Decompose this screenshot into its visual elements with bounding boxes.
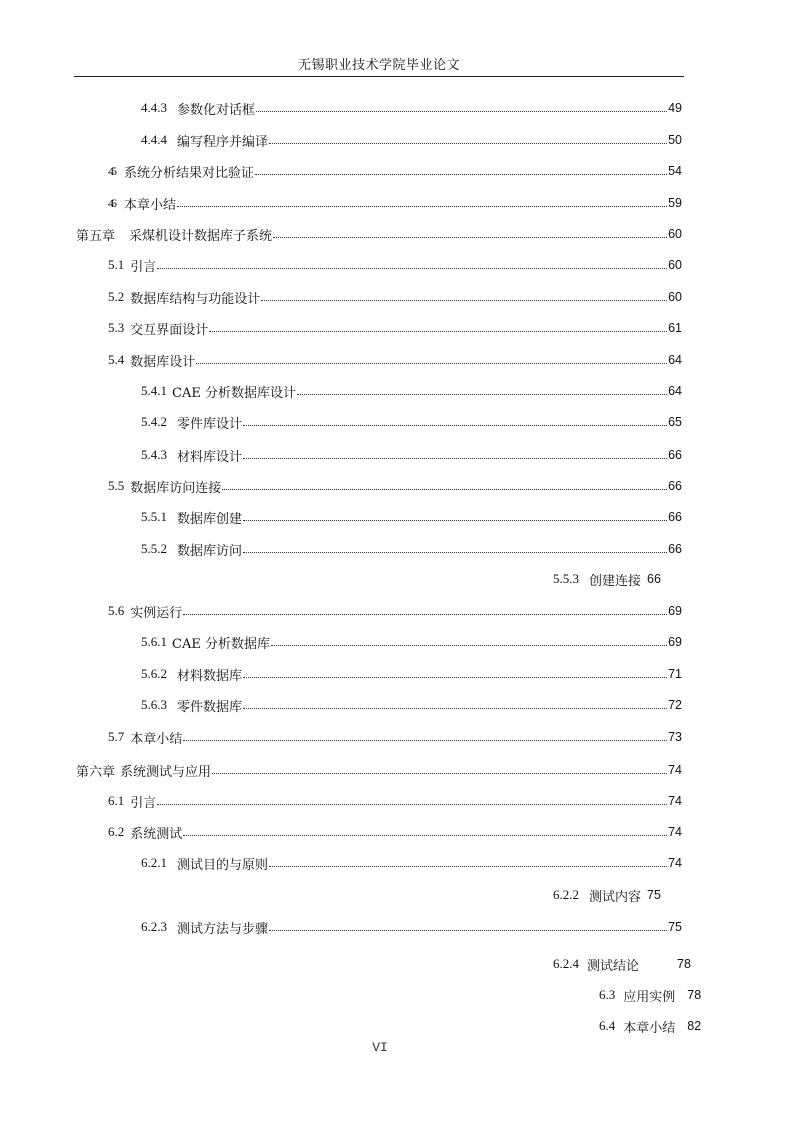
toc-entry-number: 5.4 bbox=[108, 352, 125, 367]
toc-entry[interactable] bbox=[141, 507, 682, 527]
toc-entry-number: 5.3 bbox=[108, 320, 125, 335]
toc-entry-title: 测试结论 bbox=[587, 958, 640, 974]
toc-entry-page: 66 bbox=[647, 572, 661, 586]
toc-entry-title: 测试内容 bbox=[589, 889, 642, 905]
toc-entry-title: 参数化对话框 bbox=[177, 102, 256, 118]
toc-entry[interactable] bbox=[108, 318, 682, 338]
toc-entry[interactable] bbox=[108, 822, 682, 842]
toc-entry[interactable] bbox=[141, 917, 682, 937]
toc-entry[interactable] bbox=[599, 1016, 724, 1036]
toc-entry-page: 66 bbox=[668, 479, 682, 493]
toc-entry[interactable] bbox=[141, 381, 682, 401]
toc-entry-page: 71 bbox=[668, 667, 682, 681]
toc-entry-title: 本章小结 bbox=[130, 731, 183, 747]
toc-entry-number: 5.6.2 bbox=[141, 666, 167, 681]
toc-entry[interactable] bbox=[141, 130, 682, 150]
toc-entry[interactable] bbox=[108, 161, 682, 181]
toc-entry-title: 引言 bbox=[130, 259, 157, 275]
toc-entry[interactable] bbox=[141, 853, 682, 873]
toc-entry-page: 69 bbox=[668, 604, 682, 618]
toc-entry[interactable] bbox=[141, 98, 682, 118]
toc-entry-number: 6.3 bbox=[599, 987, 616, 1002]
toc-entry-number: 5.5.2 bbox=[141, 541, 167, 556]
toc-entry[interactable] bbox=[108, 476, 682, 496]
toc-entry-title: 测试目的与原则 bbox=[177, 857, 269, 873]
toc-entry-number: 5.2 bbox=[108, 289, 125, 304]
toc-entry[interactable] bbox=[141, 632, 682, 652]
toc-leader-dots bbox=[183, 740, 667, 741]
toc-leader-dots bbox=[269, 143, 667, 144]
toc-leader-dots bbox=[183, 835, 667, 836]
toc-entry[interactable] bbox=[108, 193, 682, 213]
toc-entry-number: 6.2.2 bbox=[553, 887, 579, 902]
toc-entry-page: 59 bbox=[668, 196, 682, 210]
toc-entry-number: 4.4.4 bbox=[141, 132, 167, 147]
toc-entry[interactable] bbox=[108, 791, 682, 811]
toc-leader-dots bbox=[243, 708, 667, 709]
toc-entry-number: 6.1 bbox=[108, 793, 125, 808]
toc-leader-dots bbox=[209, 331, 667, 332]
toc-entry[interactable] bbox=[108, 287, 682, 307]
toc-entry-number: 第五章 bbox=[76, 227, 116, 243]
toc-entry-title: 材料数据库 bbox=[177, 668, 243, 684]
toc-entry-title: 实例运行 bbox=[130, 605, 183, 621]
toc-entry-page: 74 bbox=[668, 856, 682, 870]
toc-entry-number: 5.4.1 bbox=[141, 383, 167, 398]
toc-entry-page: 64 bbox=[668, 384, 682, 398]
page-number: VI bbox=[372, 1040, 388, 1055]
toc-leader-dots bbox=[222, 489, 667, 490]
toc-leader-dots bbox=[261, 300, 667, 301]
toc-entry-page: 75 bbox=[647, 888, 661, 902]
toc-entry-title: 数据库结构与功能设计 bbox=[130, 291, 261, 307]
header-rule bbox=[74, 76, 684, 77]
toc-entry-title: CAE 分析数据库 bbox=[172, 636, 270, 652]
toc-entry-title: 数据库设计 bbox=[130, 354, 196, 370]
toc-entry-page: 73 bbox=[668, 730, 682, 744]
toc-leader-dots bbox=[243, 458, 667, 459]
toc-entry-page: 60 bbox=[668, 290, 682, 304]
toc-entry-number: 4.6 bbox=[108, 195, 114, 210]
toc-entry[interactable] bbox=[553, 885, 693, 905]
toc-entry-page: 72 bbox=[668, 698, 682, 712]
toc-entry-page: 66 bbox=[668, 542, 682, 556]
toc-entry[interactable] bbox=[141, 695, 682, 715]
toc-entry-page: 82 bbox=[687, 1019, 702, 1033]
toc-entry-page: 60 bbox=[668, 258, 682, 272]
toc-entry-title: 材料库设计 bbox=[177, 449, 243, 465]
toc-entry-page: 74 bbox=[668, 763, 682, 777]
toc-entry-number: 6.4 bbox=[599, 1018, 616, 1033]
toc-entry-title: 交互界面设计 bbox=[130, 322, 209, 338]
toc-entry-title: 数据库访问连接 bbox=[130, 480, 222, 496]
toc-entry-number: 5.5.3 bbox=[553, 571, 579, 586]
toc-leader-dots bbox=[183, 614, 667, 615]
toc-entry[interactable] bbox=[108, 727, 682, 747]
toc-leader-dots bbox=[196, 363, 667, 364]
toc-entry-title: 系统分析结果对比验证 bbox=[124, 165, 255, 181]
toc-entry-title: 本章小结 bbox=[124, 197, 177, 213]
toc-entry-number: 6.2.3 bbox=[141, 919, 167, 934]
toc-entry-title: 采煤机设计数据库子系统 bbox=[129, 228, 273, 244]
toc-entry-number: 6.2.1 bbox=[141, 855, 167, 870]
toc-entry-chapter[interactable] bbox=[76, 760, 682, 780]
toc-entry-title: 测试方法与步骤 bbox=[177, 921, 269, 937]
toc-entry-number: 5.5.1 bbox=[141, 509, 167, 524]
toc-entry-title: 数据库访问 bbox=[177, 543, 243, 559]
toc-entry[interactable] bbox=[553, 569, 693, 589]
toc-leader-dots bbox=[297, 394, 667, 395]
toc-entry-number: 5.4.3 bbox=[141, 447, 167, 462]
toc-entry-page: 74 bbox=[668, 825, 682, 839]
toc-leader-dots bbox=[177, 206, 667, 207]
toc-leader-dots bbox=[212, 773, 667, 774]
toc-entry-page: 61 bbox=[668, 321, 682, 335]
toc-entry-page: 50 bbox=[668, 133, 682, 147]
toc-leader-dots bbox=[256, 111, 667, 112]
toc-entry[interactable] bbox=[599, 985, 724, 1005]
toc-entry[interactable] bbox=[141, 664, 682, 684]
toc-entry-number: 5.5 bbox=[108, 478, 125, 493]
toc-entry[interactable] bbox=[108, 350, 682, 370]
toc-entry-page: 78 bbox=[687, 988, 702, 1002]
toc-entry-page: 66 bbox=[668, 448, 682, 462]
toc-entry-title: 系统测试与应用 bbox=[120, 764, 212, 780]
toc-entry-page: 69 bbox=[668, 635, 682, 649]
toc-entry-title: 数据库创建 bbox=[177, 511, 243, 527]
toc-entry-number: 5.6.1 bbox=[141, 634, 167, 649]
toc-entry-title: 零件数据库 bbox=[177, 699, 243, 715]
toc-entry-title: 本章小结 bbox=[623, 1020, 676, 1036]
toc-leader-dots bbox=[243, 520, 667, 521]
toc-leader-dots bbox=[269, 930, 667, 931]
toc-entry-number: 4.5 bbox=[108, 163, 114, 178]
toc-leader-dots bbox=[157, 268, 667, 269]
toc-entry-title: 创建连接 bbox=[589, 573, 642, 589]
toc-leader-dots bbox=[269, 866, 667, 867]
toc-entry-number: 6.2 bbox=[108, 824, 125, 839]
toc-entry-page: 54 bbox=[668, 164, 682, 178]
toc-entry[interactable] bbox=[141, 412, 682, 432]
toc-entry-number: 5.7 bbox=[108, 729, 125, 744]
toc-leader-dots bbox=[243, 552, 667, 553]
toc-leader-dots bbox=[243, 677, 667, 678]
toc-entry-title: 系统测试 bbox=[130, 826, 183, 842]
toc-leader-dots bbox=[157, 804, 667, 805]
toc-entry-page: 74 bbox=[668, 794, 682, 808]
toc-entry-title: 编写程序并编译 bbox=[177, 134, 269, 150]
toc-entry-number: 5.1 bbox=[108, 257, 125, 272]
toc-entry-page: 78 bbox=[677, 957, 691, 971]
toc-entry-number: 6.2.4 bbox=[553, 956, 579, 971]
toc-entry-page: 64 bbox=[668, 353, 682, 367]
toc-entry-number: 第六章 bbox=[76, 763, 116, 779]
toc-entry-number: 5.6.3 bbox=[141, 697, 167, 712]
toc-entry-title: 零件库设计 bbox=[177, 416, 243, 432]
toc-entry-title: 引言 bbox=[130, 795, 157, 811]
toc-entry-title: 应用实例 bbox=[623, 989, 676, 1005]
toc-entry-number: 5.4.2 bbox=[141, 414, 167, 429]
toc-entry-chapter[interactable] bbox=[76, 224, 682, 244]
toc-entry-title: CAE 分析数据库设计 bbox=[172, 385, 296, 401]
toc-entry-number: 4.4.3 bbox=[141, 100, 167, 115]
toc-entry-page: 75 bbox=[668, 920, 682, 934]
toc-leader-dots bbox=[255, 174, 667, 175]
toc-leader-dots bbox=[271, 645, 667, 646]
toc-entry-page: 66 bbox=[668, 510, 682, 524]
toc-entry[interactable] bbox=[108, 255, 682, 275]
toc-entry-page: 65 bbox=[668, 415, 682, 429]
toc-entry[interactable] bbox=[141, 539, 682, 559]
toc-entry[interactable] bbox=[553, 954, 723, 974]
toc-entry-page: 60 bbox=[668, 227, 682, 241]
toc-leader-dots bbox=[243, 425, 667, 426]
toc-entry-number: 5.6 bbox=[108, 603, 125, 618]
toc-leader-dots bbox=[273, 237, 667, 238]
toc-entry-page: 49 bbox=[668, 101, 682, 115]
toc-entry[interactable] bbox=[141, 445, 682, 465]
page-header: 无锡职业技术学院毕业论文 bbox=[297, 58, 460, 73]
toc-entry[interactable] bbox=[108, 601, 682, 621]
